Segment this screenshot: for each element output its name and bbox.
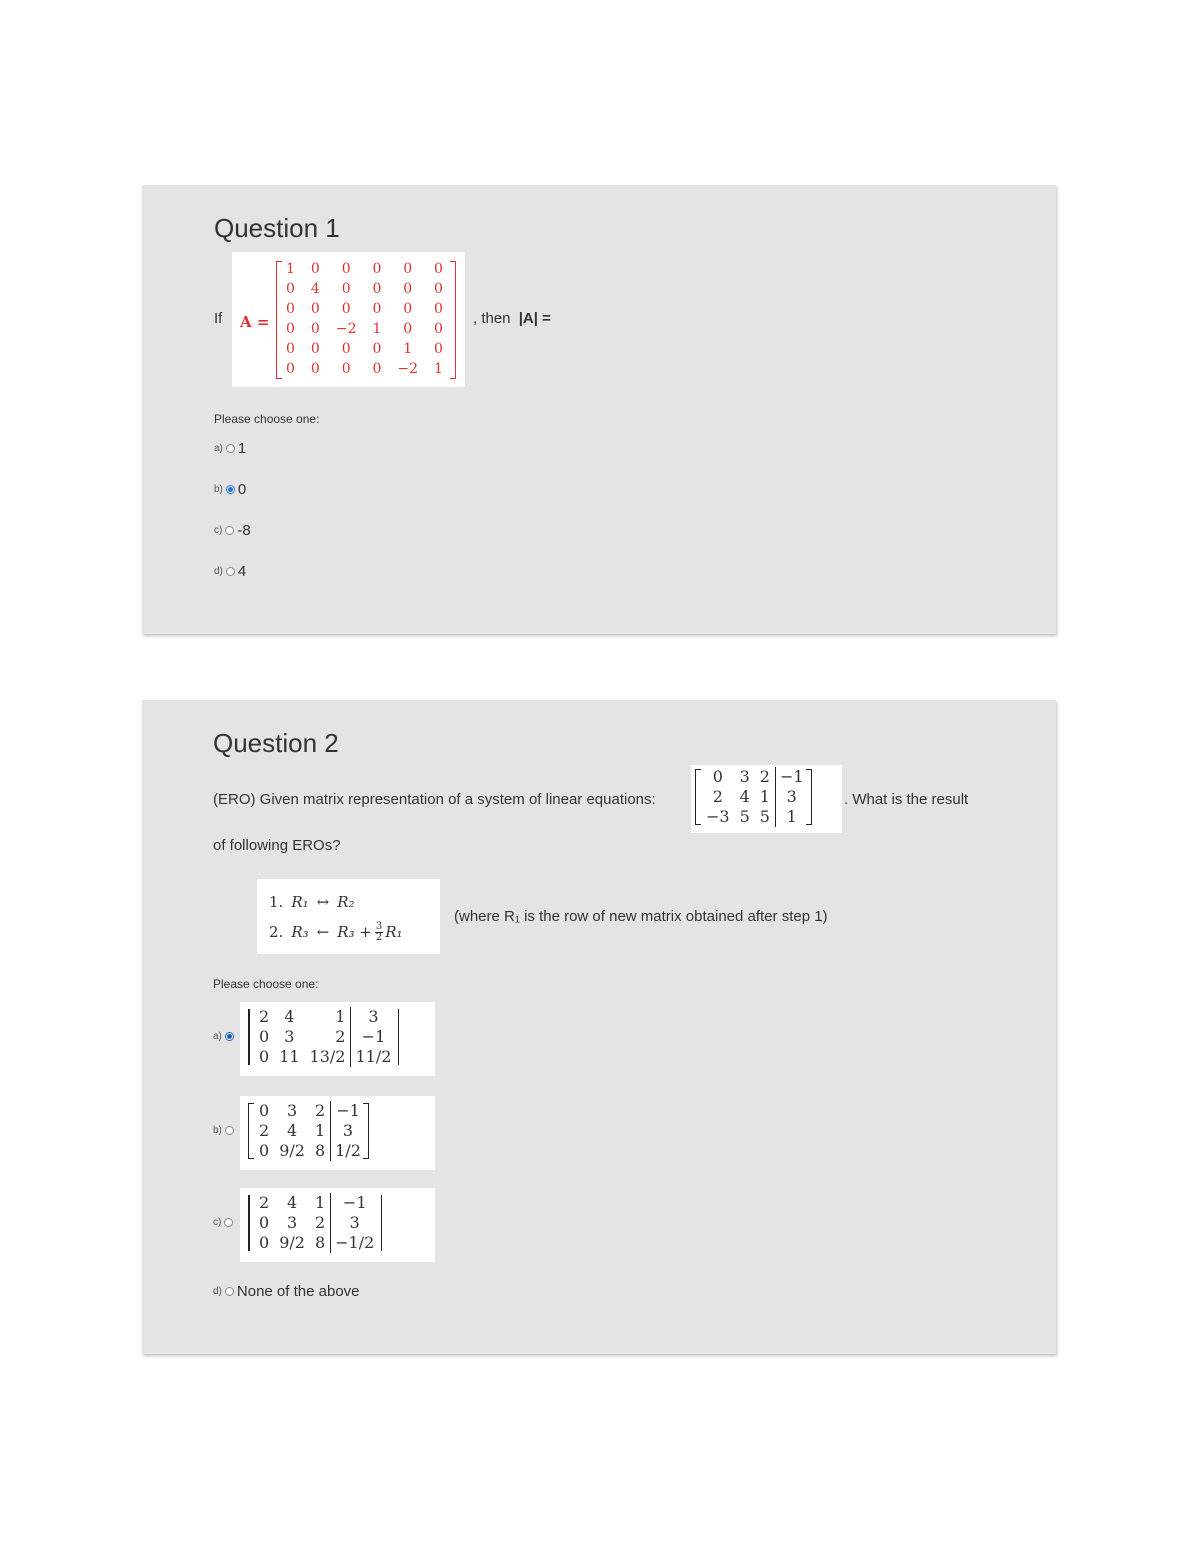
radio-button[interactable] — [226, 444, 235, 453]
choose-prompt: Please choose one: — [213, 977, 319, 991]
question-title: Question 1 — [214, 213, 340, 243]
matrix-cell: 3 — [286, 1213, 298, 1232]
matrix-bracket-left — [248, 1103, 254, 1159]
matrix-cell: 0 — [403, 261, 413, 277]
augmented-cell: −1 — [331, 1101, 365, 1121]
option-matrix — [248, 1101, 369, 1166]
step-tail: R₁ — [385, 923, 403, 941]
matrix-cell: 3 — [286, 1101, 298, 1120]
matrix-cell: 0 — [286, 321, 295, 337]
augmented-cell: −1 — [331, 1193, 379, 1213]
matrix-cell: 5 — [759, 807, 770, 826]
option-text: 4 — [237, 563, 247, 580]
suffix-text: , then — [473, 310, 511, 327]
option-text: None of the above — [236, 1283, 360, 1300]
matrix-row — [254, 1121, 365, 1141]
step-rhs: R₂ — [337, 893, 355, 911]
matrix-row — [278, 359, 451, 379]
matrix-row — [254, 1101, 365, 1121]
matrix-row — [701, 787, 808, 807]
step-operator: ← — [316, 923, 330, 941]
option-matrix — [248, 1007, 399, 1072]
radio-button[interactable] — [225, 526, 234, 535]
step-rhs: R₃ + — [337, 923, 372, 941]
matrix-row — [254, 1213, 378, 1233]
matrix-cell: 0 — [372, 281, 382, 297]
matrix-bracket-right — [398, 1009, 400, 1065]
matrix-cell: 0 — [259, 1141, 270, 1160]
matrix-row — [254, 1007, 395, 1027]
augmented-cell: 3 — [331, 1213, 379, 1233]
matrix-cell: 0 — [341, 341, 351, 357]
augmented-cell: 3 — [775, 787, 807, 807]
question-stem-post: . What is the result — [844, 791, 969, 808]
option-a[interactable] — [214, 440, 246, 457]
option-c[interactable] — [213, 1217, 233, 1228]
matrix-bracket-right — [381, 1195, 383, 1251]
matrix-cell: 0 — [310, 321, 320, 337]
matrix-cell: 2 — [712, 787, 723, 806]
augmented-cell: −1/2 — [331, 1233, 379, 1253]
determinant-expression: |A| = — [518, 310, 551, 327]
matrix-cell: −3 — [706, 807, 730, 826]
matrix-cell: 0 — [712, 767, 723, 786]
radio-button[interactable] — [226, 485, 235, 494]
option-c[interactable] — [214, 522, 251, 539]
matrix-cell: 4 — [310, 281, 320, 297]
matrix-cell: −2 — [335, 321, 357, 337]
matrix-cell: 3 — [284, 1027, 295, 1046]
matrix-cell: 0 — [286, 361, 295, 377]
matrix-cell: 1 — [314, 1193, 326, 1212]
option-matrix-image — [240, 1096, 435, 1170]
augmented-matrix — [248, 1101, 369, 1161]
matrix-cell: 0 — [403, 321, 413, 337]
option-matrix-image — [240, 1188, 435, 1262]
matrix-cell: 0 — [286, 341, 295, 357]
matrix-table — [254, 1101, 365, 1161]
matrix-A — [276, 259, 456, 381]
matrix-cell: 0 — [372, 301, 382, 317]
question-1-card — [142, 185, 1056, 634]
step-number: 1. — [269, 893, 284, 911]
matrix-bracket-right — [806, 769, 812, 825]
matrix-cell: 0 — [434, 321, 443, 337]
matrix-cell: 9/2 — [279, 1233, 305, 1252]
augmented-matrix — [248, 1007, 399, 1067]
ero-step — [269, 917, 403, 947]
option-text: 0 — [237, 481, 247, 498]
matrix-row — [254, 1027, 395, 1047]
option-text: -8 — [237, 522, 251, 539]
matrix-row — [254, 1233, 378, 1253]
matrix-cell: 1 — [314, 1121, 326, 1140]
step-lhs: R₁ — [291, 893, 309, 911]
given-augmented-matrix — [695, 767, 837, 831]
matrix-cell: 13/2 — [309, 1047, 346, 1066]
matrix-cell: 1 — [335, 1007, 346, 1026]
choose-prompt: Please choose one: — [214, 412, 320, 426]
matrix-cell: 0 — [434, 281, 443, 297]
matrix-cell: 0 — [310, 341, 320, 357]
option-a[interactable] — [213, 1031, 234, 1042]
matrix-cell: 1 — [372, 321, 382, 337]
matrix-cell: 0 — [372, 361, 382, 377]
matrix-cell: 8 — [314, 1233, 326, 1252]
option-d[interactable] — [214, 563, 246, 580]
radio-button[interactable] — [225, 1126, 234, 1135]
matrix-label: A = — [240, 313, 270, 331]
augmented-cell: 3 — [351, 1007, 395, 1027]
matrix-row — [701, 807, 808, 827]
step-fraction — [375, 922, 383, 943]
matrix-cell: 5 — [739, 807, 750, 826]
augmented-cell: 1 — [775, 807, 807, 827]
matrix-row — [701, 767, 808, 787]
radio-button[interactable] — [226, 567, 235, 576]
matrix-cell: 1 — [403, 341, 413, 357]
matrix-cell: 0 — [341, 281, 351, 297]
question-title: Question 2 — [213, 728, 339, 758]
augmented-cell: 11/2 — [351, 1047, 395, 1067]
matrix-cell: 2 — [314, 1101, 326, 1120]
given-matrix-image — [691, 765, 842, 833]
matrix-row — [278, 319, 451, 339]
matrix-cell: 9/2 — [279, 1141, 305, 1160]
matrix-cell: 0 — [259, 1233, 270, 1252]
matrix-row — [254, 1193, 378, 1213]
matrix-bracket-left — [695, 769, 701, 825]
augmented-matrix — [248, 1193, 382, 1253]
matrix-cell: 2 — [314, 1213, 326, 1232]
question-suffix — [473, 310, 551, 327]
matrix-cell: 3 — [739, 767, 750, 786]
matrix-cell: 0 — [372, 261, 382, 277]
matrix-cell: 4 — [286, 1121, 298, 1140]
option-b[interactable] — [214, 481, 246, 498]
option-matrix-image — [240, 1002, 435, 1076]
question-stem: (ERO) Given matrix representation of a system of linear equations: — [213, 791, 656, 808]
option-letter: a) — [214, 443, 223, 454]
matrix-cell: 2 — [759, 767, 770, 786]
ero-step — [269, 887, 403, 917]
matrix-cell: 0 — [434, 261, 443, 277]
matrix-bracket-left — [248, 1195, 250, 1251]
matrix-cell: 2 — [259, 1193, 270, 1212]
option-d[interactable] — [213, 1283, 360, 1300]
ero-note: (where R₁ is the row of new matrix obtained after step 1) — [454, 908, 828, 925]
matrix-cell: 0 — [341, 301, 351, 317]
augmented-cell: 3 — [331, 1121, 365, 1141]
matrix-row — [254, 1047, 395, 1067]
matrix-row — [254, 1141, 365, 1161]
matrix-bracket-left — [248, 1009, 250, 1065]
augmented-matrix — [695, 767, 812, 827]
fraction-numerator: 3 — [375, 920, 383, 932]
option-text: 1 — [237, 440, 247, 457]
augmented-cell: −1 — [351, 1027, 395, 1047]
option-letter: b) — [213, 1125, 222, 1136]
option-matrix — [248, 1193, 382, 1258]
matrix-cell: 0 — [341, 361, 351, 377]
matrix-cell: 0 — [310, 301, 320, 317]
matrix-cell: 8 — [314, 1141, 326, 1160]
matrix-cell: 11 — [279, 1047, 300, 1066]
matrix-table — [701, 767, 808, 827]
radio-button[interactable] — [224, 1218, 233, 1227]
matrix-cell: 2 — [259, 1121, 270, 1140]
matrix-cell: 4 — [286, 1193, 298, 1212]
ero-steps — [269, 887, 403, 947]
matrix-row — [278, 299, 451, 319]
step-operator: ↔ — [316, 893, 330, 911]
augmented-cell: 1/2 — [331, 1141, 365, 1161]
matrix-cell: 1 — [434, 361, 443, 377]
matrix-table — [254, 1007, 395, 1067]
matrix-cell: 0 — [286, 281, 295, 297]
matrix-cell: −2 — [397, 361, 419, 377]
step-number: 2. — [269, 923, 284, 941]
matrix-cell: 0 — [259, 1047, 270, 1066]
question-2-card — [142, 700, 1056, 1354]
matrix-cell: 0 — [372, 341, 382, 357]
matrix-cell: 2 — [259, 1007, 270, 1026]
matrix-image — [232, 252, 465, 387]
matrix-cell: 0 — [403, 301, 413, 317]
matrix-cell: 4 — [284, 1007, 295, 1026]
matrix-A-table — [278, 259, 451, 379]
option-letter: c) — [214, 525, 223, 536]
matrix-cell: 0 — [434, 341, 443, 357]
option-letter: c) — [213, 1217, 222, 1228]
matrix-cell: 2 — [335, 1027, 346, 1046]
matrix-cell: 0 — [434, 301, 443, 317]
matrix-cell: 0 — [286, 301, 295, 317]
step-lhs: R₃ — [291, 923, 309, 941]
matrix-cell: 0 — [341, 261, 351, 277]
matrix-cell: 0 — [310, 361, 320, 377]
matrix-table — [254, 1193, 378, 1253]
question-prefix: If — [214, 310, 223, 327]
matrix-row — [278, 279, 451, 299]
radio-button[interactable] — [225, 1032, 234, 1041]
option-letter: b) — [214, 484, 223, 495]
option-letter: d) — [214, 566, 223, 577]
matrix-cell: 1 — [759, 787, 770, 806]
matrix-cell: 0 — [403, 281, 413, 297]
option-letter: d) — [213, 1286, 222, 1297]
augmented-cell: −1 — [775, 767, 807, 787]
option-b[interactable] — [213, 1125, 234, 1136]
fraction-denominator: 2 — [375, 931, 383, 943]
matrix-cell: 4 — [739, 787, 750, 806]
matrix-row — [278, 339, 451, 359]
matrix-cell: 0 — [259, 1101, 270, 1120]
matrix-cell: 0 — [259, 1213, 270, 1232]
matrix-cell: 1 — [286, 261, 295, 277]
question-stem-line2: of following EROs? — [213, 837, 341, 854]
matrix-cell: 0 — [310, 261, 320, 277]
option-letter: a) — [213, 1031, 222, 1042]
matrix-bracket-right — [363, 1103, 369, 1159]
radio-button[interactable] — [225, 1287, 234, 1296]
matrix-row — [278, 259, 451, 279]
matrix-cell: 0 — [259, 1027, 270, 1046]
ero-steps-image — [257, 879, 440, 954]
